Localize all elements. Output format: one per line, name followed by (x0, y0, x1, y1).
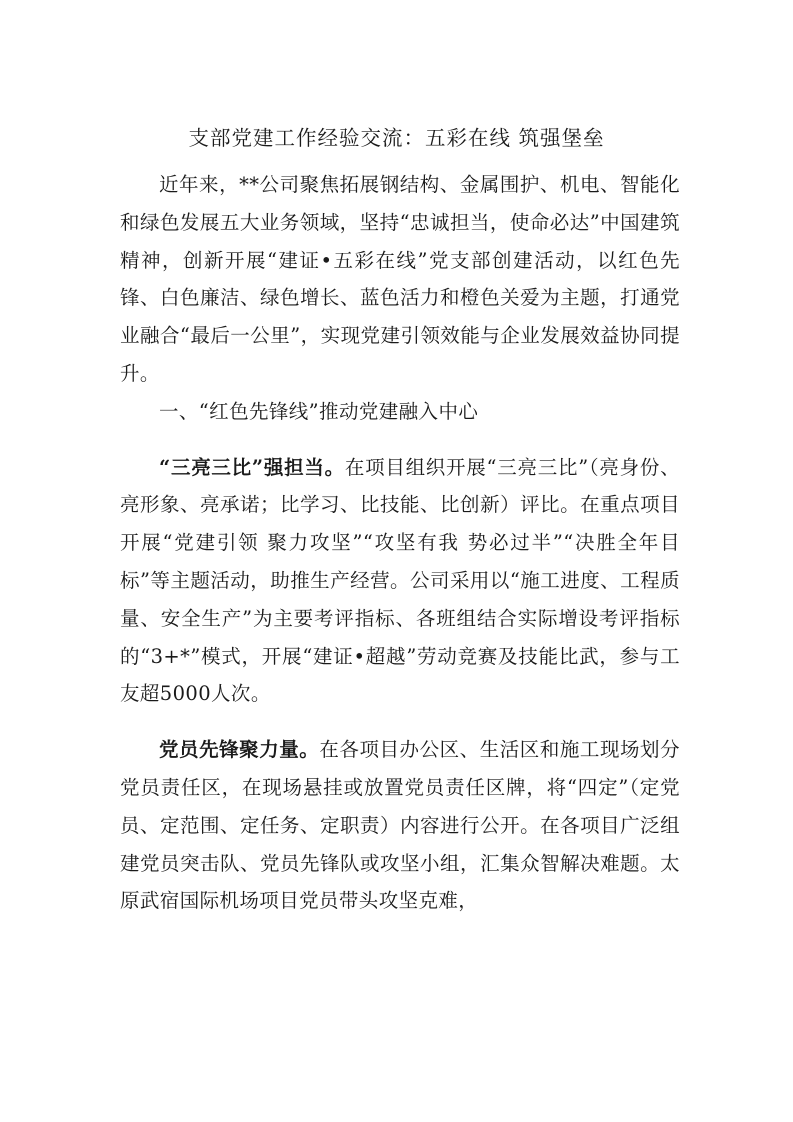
paragraph-lead: “三亮三比”强担当。 (159, 455, 345, 479)
paragraph-three-shine-three-compare (120, 449, 680, 714)
intro-paragraph: 近年来，**公司聚焦拓展钢结构、金属围护、机电、智能化和绿色发展五大业务领域，坚持“忠诚担当，使命必达”中国建筑精神，创新开展“建证•五彩在线”党支部创建活动，以红色先锋、白色廉洁、绿色增长、蓝色活力和橙色关爱为主题，打通党业融合“最后一公里”，实现党建引领效能与企业发展效益协同提升。 (120, 173, 680, 385)
document-body (120, 166, 680, 920)
paragraph-text: 在项目组织开展“三亮三比”（亮身份、亮形象、亮承诺；比学习、比技能、比创新）评比。在重点项目开展“党建引领 聚力攻坚”“攻坚有我 势必过半”“决胜全年目标”等主题活动，助推生产经营。公司采用以“施工进度、工程质量、安全生产”为主要考评指标、各班组结合实际增设考评指标的“3+*”模式，开展“建证•超越”劳动竞赛及技能比武，参与工友超5000人次。 (120, 455, 681, 706)
paragraph-lead: 党员先锋聚力量。 (159, 738, 320, 762)
paragraph-text: 在各项目办公区、生活区和施工现场划分党员责任区，在现场悬挂或放置党员责任区牌，将“四定”（定党员、定范围、定任务、定职责）内容进行公开。在各项目广泛组建党员突击队、党员先锋队或攻坚小组，汇集众智解决难题。太原武宿国际机场项目党员带头攻坚克难， (120, 738, 681, 913)
document-title: 支部党建工作经验交流：五彩在线 筑强堡垒 (188, 126, 605, 150)
paragraph-party-member-pioneer (120, 731, 680, 920)
section-heading-red-pioneer: 一、“红色先锋线”推动党建融入中心 (159, 399, 479, 423)
